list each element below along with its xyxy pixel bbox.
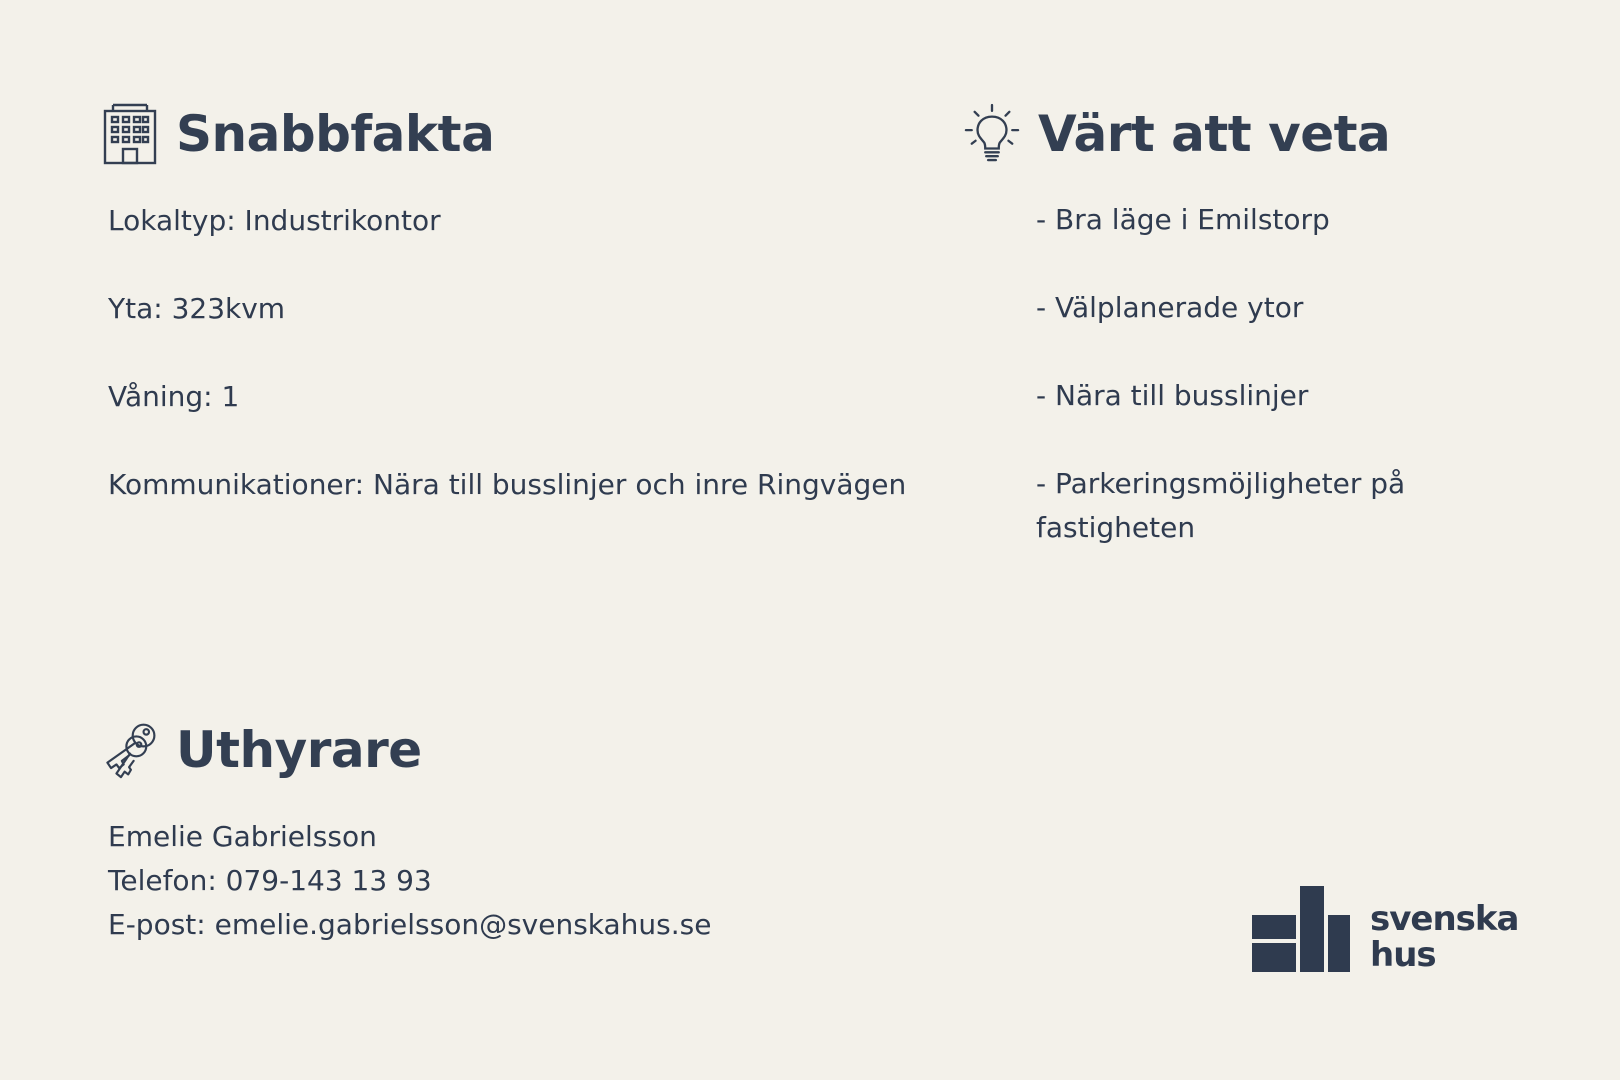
logo-text-line1: svenska xyxy=(1370,899,1519,939)
good-to-know-section xyxy=(964,102,1406,544)
tip-bus-lines: - Nära till busslinjer xyxy=(1036,379,1309,412)
svenska-hus-logo-text xyxy=(1370,899,1519,975)
landlord-heading xyxy=(102,718,422,782)
landlord-title: Uthyrare xyxy=(176,721,422,779)
good-to-know-heading xyxy=(964,102,1390,166)
building-icon xyxy=(102,102,158,166)
fact-floor: Våning: 1 xyxy=(108,380,240,413)
quick-facts-heading xyxy=(102,102,494,166)
keys-icon xyxy=(102,718,158,782)
fact-premises-type: Lokaltyp: Industrikontor xyxy=(108,204,441,237)
fact-communications: Kommunikationer: Nära till busslinjer och inre Ringvägen xyxy=(108,468,907,501)
logo-text-line2: hus xyxy=(1370,935,1436,975)
tip-parking: - Parkeringsmöjligheter på fastigheten xyxy=(1036,467,1406,544)
svenska-hus-logo xyxy=(1252,886,1518,974)
quick-facts-title: Snabbfakta xyxy=(176,105,495,163)
landlord-name: Emelie Gabrielsson xyxy=(108,820,377,853)
fact-area: Yta: 323kvm xyxy=(108,292,286,325)
quick-facts-section xyxy=(102,102,907,501)
good-to-know-title: Värt att veta xyxy=(1038,105,1391,163)
landlord-email[interactable]: E-post: emelie.gabrielsson@svenskahus.se xyxy=(108,908,712,941)
tip-location: - Bra läge i Emilstorp xyxy=(1036,203,1330,236)
svenska-hus-logo-mark xyxy=(1252,886,1350,974)
landlord-section xyxy=(102,718,712,941)
tip-planned-spaces: - Välplanerade ytor xyxy=(1036,291,1304,324)
lightbulb-icon xyxy=(964,102,1020,166)
landlord-phone[interactable]: Telefon: 079-143 13 93 xyxy=(108,864,432,897)
